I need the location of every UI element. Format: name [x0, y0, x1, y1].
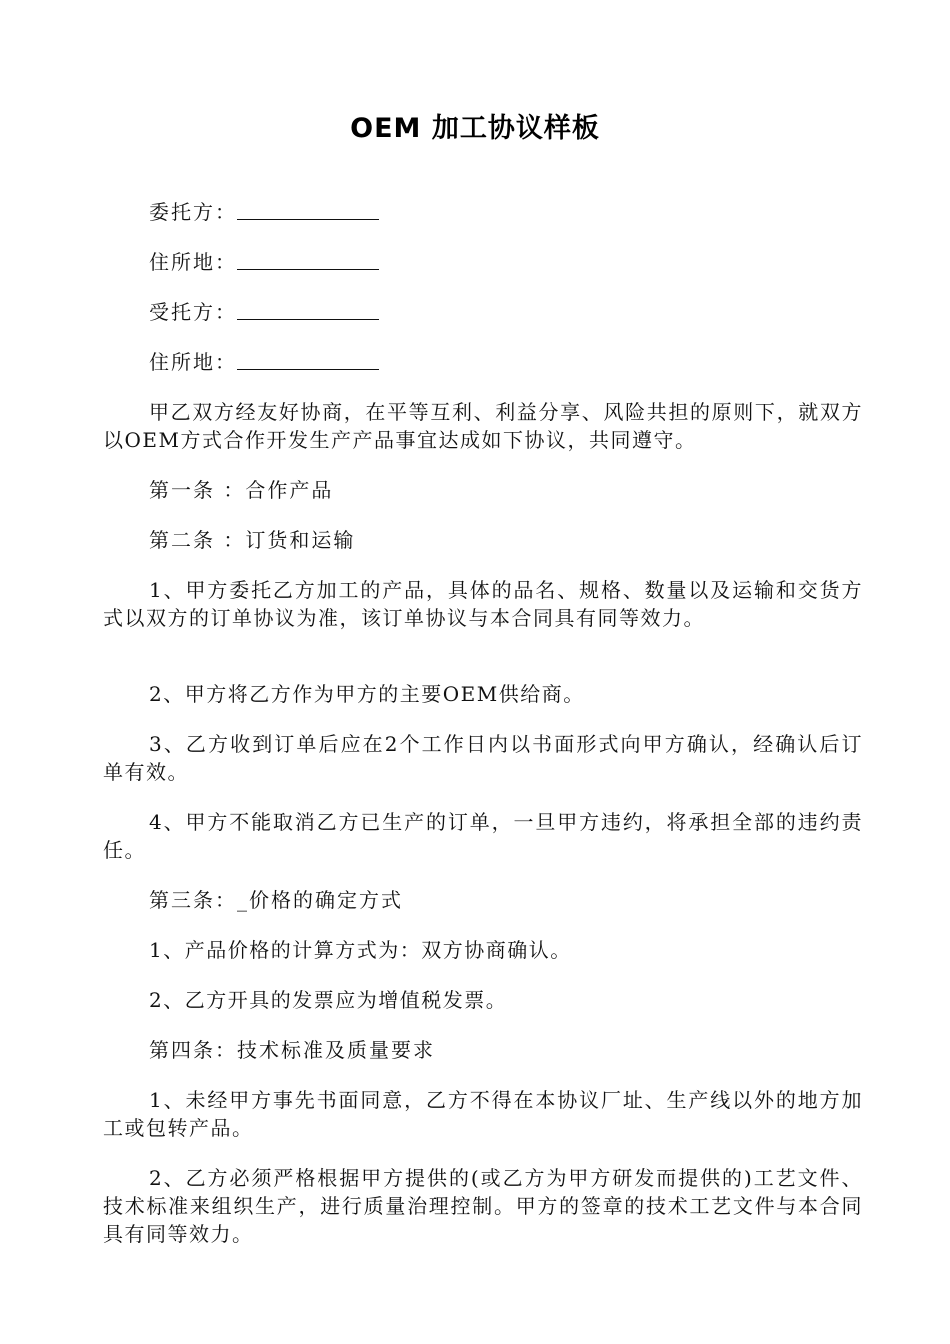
party-client-blank — [237, 199, 379, 220]
article-4-heading: 第四条：技术标准及质量要求 — [149, 1038, 435, 1062]
article-3-heading: 第三条：_价格的确定方式 — [149, 888, 403, 912]
client-address-blank — [237, 249, 379, 270]
contractor-address-blank — [237, 349, 379, 370]
article-2-item-1: 1、甲方委托乙方加工的产品，具体的品名、规格、数量以及运输和交货方式以双方的订单协议为准，该订单协议与本合同具有同等效力。 — [103, 578, 863, 630]
article-1-heading: 第一条 ：合作产品 — [149, 478, 334, 502]
party-contractor-line — [149, 298, 863, 326]
client-address-line — [149, 248, 863, 276]
article-3-item-1: 1、产品价格的计算方式为：双方协商确认。 — [149, 938, 572, 962]
party-contractor-blank — [237, 299, 379, 320]
party-client-line — [149, 198, 863, 226]
article-4-item-1: 1、未经甲方事先书面同意，乙方不得在本协议厂址、生产线以外的地方加工或包转产品。 — [103, 1088, 863, 1140]
article-4-item-2: 2、乙方必须严格根据甲方提供的(或乙方为甲方研发而提供的)工艺文件、技术标准来组织生产，进行质量治理控制。甲方的签章的技术工艺文件与本合同具有同等效力。 — [103, 1166, 863, 1246]
article-2-heading: 第二条 ：订货和运输 — [149, 528, 356, 552]
party-client-label: 委托方： — [149, 200, 237, 224]
document-title: OEM 加工协议样板 — [350, 113, 600, 144]
client-address-label: 住所地： — [149, 250, 237, 274]
article-3-item-2: 2、乙方开具的发票应为增值税发票。 — [149, 988, 508, 1012]
party-contractor-label: 受托方： — [149, 300, 237, 324]
article-2-item-4: 4、甲方不能取消乙方已生产的订单，一旦甲方违约，将承担全部的违约责任。 — [103, 810, 863, 862]
article-2-item-3: 3、乙方收到订单后应在2个工作日内以书面形式向甲方确认，经确认后订单有效。 — [103, 732, 863, 784]
intro-paragraph: 甲乙双方经友好协商，在平等互利、利益分享、风险共担的原则下，就双方以OEM方式合作开发生产产品事宜达成如下协议，共同遵守。 — [103, 400, 863, 452]
contractor-address-label: 住所地： — [149, 350, 237, 374]
article-2-item-2: 2、甲方将乙方作为甲方的主要OEM供给商。 — [149, 682, 585, 706]
contractor-address-line — [149, 348, 863, 376]
document-body — [103, 198, 863, 1270]
